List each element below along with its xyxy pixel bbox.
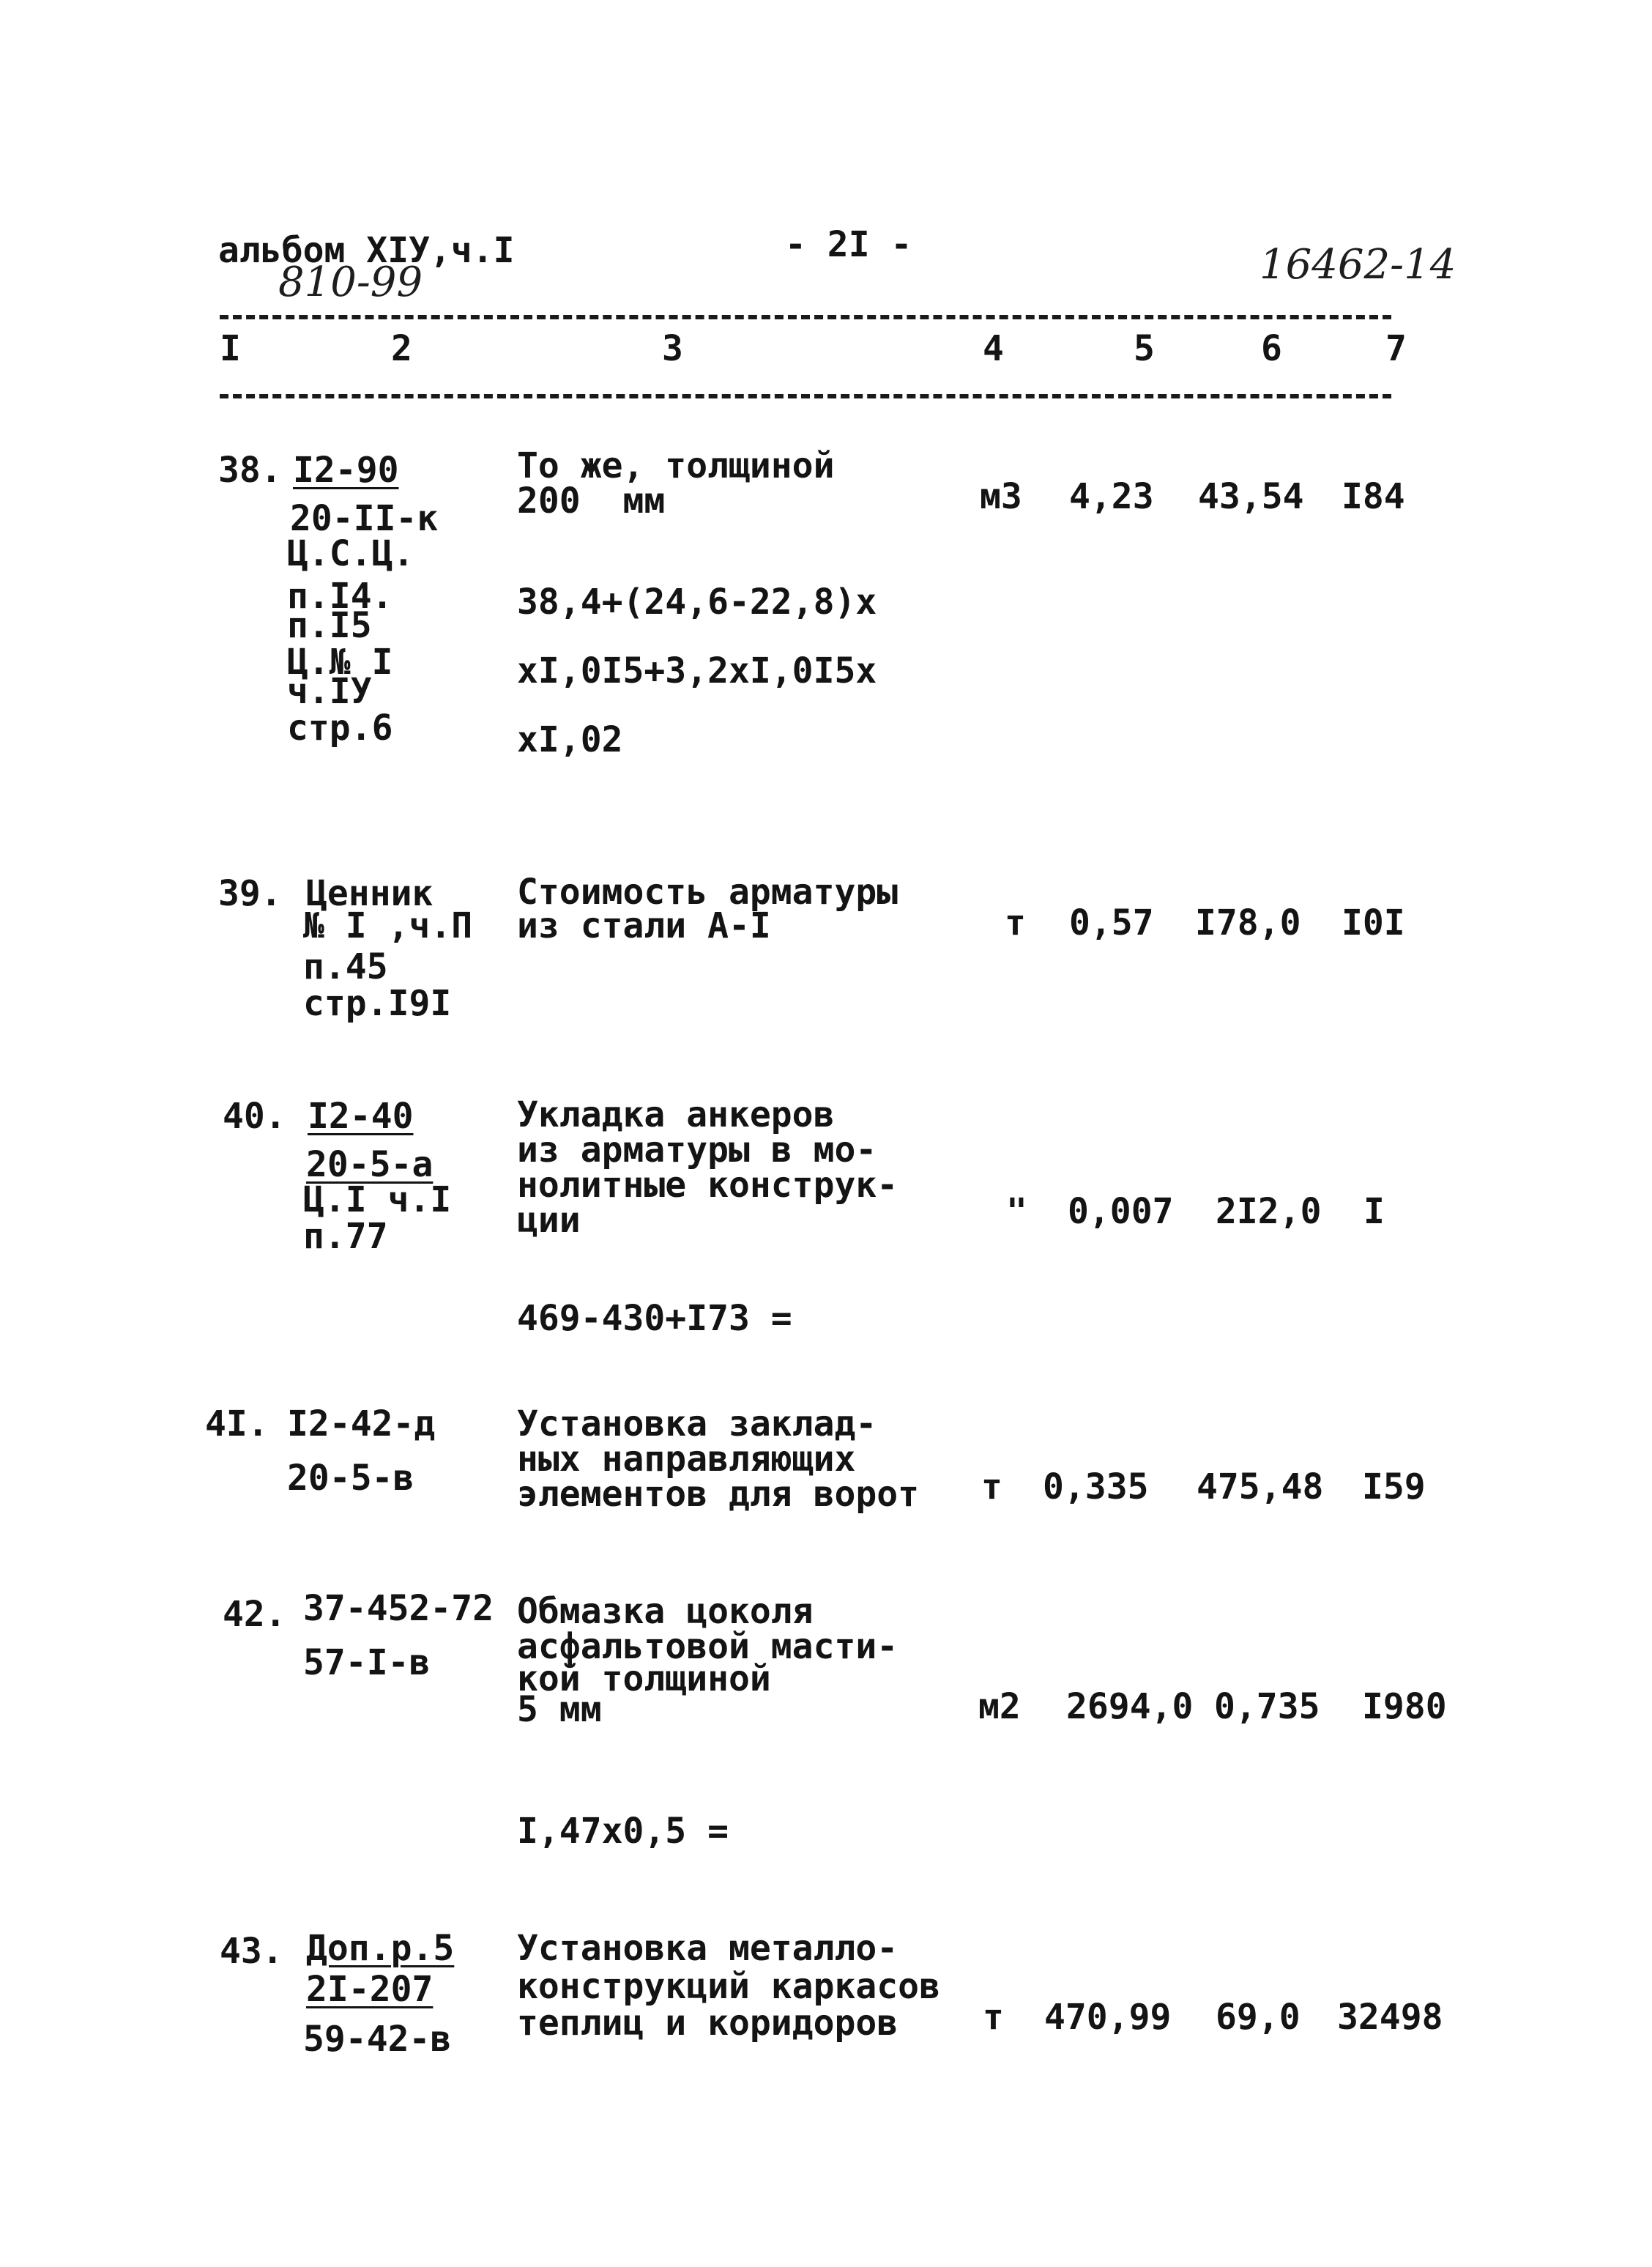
- column-header-4: 4: [983, 328, 1004, 369]
- row-reference: стр.6: [287, 708, 393, 749]
- column-header-3: 3: [662, 328, 683, 369]
- row-calculation: I,47x0,5 =: [517, 1811, 729, 1852]
- row-unit-price: 69,0: [1216, 1997, 1301, 2038]
- row-total: I0I: [1342, 902, 1405, 943]
- row-calculation: xI,0I5+3,2xI,0I5x: [517, 650, 877, 691]
- header-bottom-rule: [220, 394, 1391, 398]
- row-description: ции: [517, 1200, 581, 1241]
- row-description: конструкций каркасов: [517, 1966, 940, 2007]
- row-description: Обмазка цоколя: [517, 1591, 814, 1632]
- row-description: Установка заклад-: [517, 1403, 877, 1444]
- row-unit-price: 0,735: [1214, 1686, 1320, 1727]
- row-description: кой толщиной: [517, 1658, 771, 1699]
- row-code: 37-452-72: [303, 1588, 494, 1629]
- row-number: 43.: [220, 1931, 283, 1972]
- row-reference: 59-42-в: [303, 2019, 452, 2060]
- row-quantity: 0,57: [1069, 902, 1154, 943]
- row-reference: п.I4.: [287, 576, 393, 617]
- row-unit: м3: [980, 476, 1022, 517]
- row-description: Установка металло-: [517, 1928, 898, 1969]
- row-reference: Ц.С.Ц.: [287, 533, 414, 574]
- row-calculation: 38,4+(24,6-22,8)x: [517, 582, 877, 623]
- row-unit: т: [983, 1997, 1004, 2038]
- row-reference: 20-5-а: [306, 1144, 434, 1185]
- page-number: - 2I -: [785, 224, 912, 265]
- column-header-6: 6: [1261, 328, 1282, 369]
- album-handwritten-number: 810-99: [278, 259, 423, 306]
- row-code: Ценник: [306, 873, 434, 914]
- row-unit-price: 2I2,0: [1216, 1191, 1322, 1232]
- row-quantity: 0,335: [1043, 1466, 1149, 1507]
- row-code: I2-42-д: [287, 1403, 436, 1444]
- document-code: 16462-14: [1260, 241, 1456, 289]
- row-reference: 57-I-в: [303, 1642, 431, 1683]
- row-reference: Ц.№ I: [287, 642, 393, 683]
- row-reference: п.I5: [287, 605, 372, 646]
- row-calculation: 469-430+I73 =: [517, 1298, 792, 1339]
- row-calculation: xI,02: [517, 719, 623, 760]
- row-unit: ": [1006, 1191, 1027, 1232]
- row-description: теплиц и коридоров: [517, 2003, 898, 2044]
- row-code: Доп.р.5: [306, 1928, 455, 1969]
- row-description: из арматуры в мо-: [517, 1129, 877, 1170]
- row-reference: стр.I9I: [303, 983, 452, 1024]
- column-header-1: I: [220, 328, 241, 369]
- album-label: альбом XIУ,ч.I: [218, 230, 515, 271]
- column-header-2: 2: [391, 328, 412, 369]
- row-description: То же, толщиной: [517, 445, 835, 486]
- row-description: 200 мм: [517, 481, 666, 522]
- row-unit: т: [981, 1466, 1002, 1507]
- row-description: элементов для ворот: [517, 1474, 920, 1515]
- row-number: 39.: [218, 873, 282, 914]
- row-reference: 20-5-в: [287, 1458, 414, 1499]
- row-unit: м2: [978, 1686, 1021, 1727]
- row-unit-price: 43,54: [1198, 476, 1304, 517]
- row-description: нолитные конструк-: [517, 1165, 898, 1206]
- row-description: 5 мм: [517, 1689, 602, 1730]
- row-description: ных направляющих: [517, 1439, 856, 1480]
- row-reference: п.45: [303, 946, 388, 987]
- row-reference: Ц.I ч.I: [303, 1179, 452, 1220]
- row-total: I59: [1362, 1466, 1426, 1507]
- row-quantity: 0,007: [1068, 1191, 1174, 1232]
- row-total: 32498: [1337, 1997, 1443, 2038]
- row-reference: № I ,ч.П: [303, 905, 473, 946]
- row-reference: 20-II-к: [290, 498, 439, 539]
- row-description: Стоимость арматуры: [517, 872, 898, 913]
- row-number: 40.: [223, 1096, 286, 1137]
- row-total: I84: [1342, 476, 1405, 517]
- row-reference: п.77: [303, 1216, 388, 1257]
- row-quantity: 470,99: [1044, 1997, 1172, 2038]
- row-code: I2-90: [293, 450, 399, 491]
- row-quantity: 2694,0: [1066, 1686, 1194, 1727]
- row-description: Укладка анкеров: [517, 1094, 835, 1135]
- column-header-5: 5: [1134, 328, 1155, 369]
- row-description: асфальтовой масти-: [517, 1626, 898, 1667]
- header-top-rule: [220, 315, 1391, 319]
- row-number: 4I.: [205, 1403, 269, 1444]
- row-unit: т: [1005, 902, 1026, 943]
- row-description: из стали А-I: [517, 905, 771, 946]
- column-header-7: 7: [1385, 328, 1407, 369]
- row-total: I980: [1362, 1686, 1447, 1727]
- row-total: I: [1363, 1191, 1385, 1232]
- row-number: 42.: [223, 1594, 286, 1635]
- row-number: 38.: [218, 450, 282, 491]
- row-code: I2-40: [308, 1096, 414, 1137]
- row-unit-price: I78,0: [1195, 902, 1301, 943]
- row-quantity: 4,23: [1069, 476, 1154, 517]
- row-reference: ч.IУ: [287, 671, 372, 712]
- row-reference: 2I-207: [306, 1969, 434, 2010]
- row-unit-price: 475,48: [1197, 1466, 1324, 1507]
